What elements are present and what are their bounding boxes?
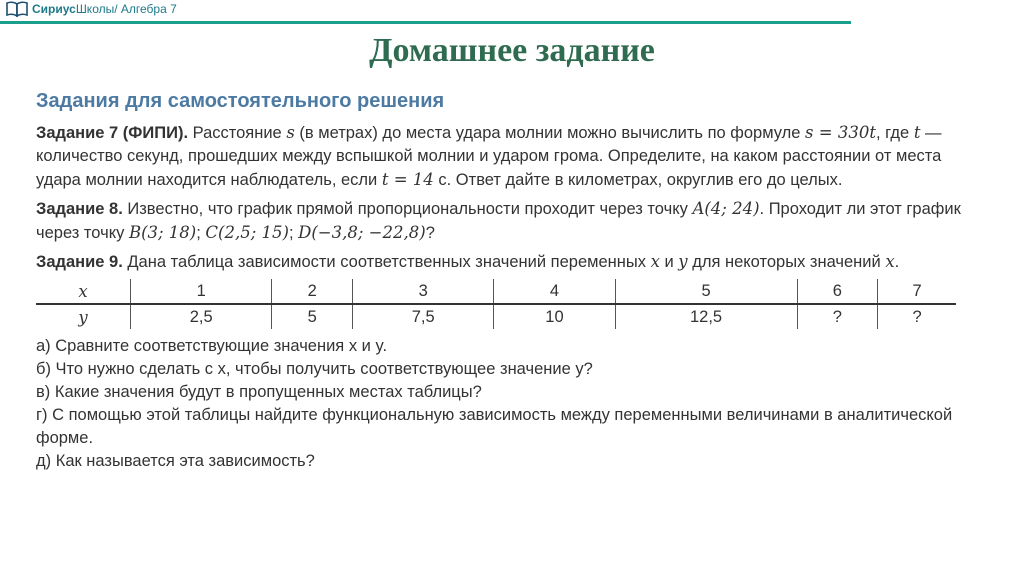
point-b: B(3; 18)	[128, 223, 197, 242]
task-9-label: Задание 9.	[36, 253, 123, 271]
separator: ;	[196, 224, 206, 242]
task-8-label: Задание 8.	[36, 200, 123, 218]
task-9	[36, 250, 976, 274]
var-x: x	[885, 252, 895, 271]
table-cell: 4	[494, 279, 615, 304]
task-8	[36, 197, 976, 245]
var-s: s	[286, 123, 295, 142]
table-cell: 7,5	[352, 304, 493, 329]
question-list	[36, 335, 976, 473]
table-cell: 12,5	[615, 304, 797, 329]
task-9-text: для некоторых значений	[687, 253, 886, 271]
question-d: д) Как называется эта зависимость?	[36, 452, 315, 470]
table-cell: 7	[878, 279, 956, 304]
table-cell: 2,5	[131, 304, 272, 329]
task-8-text: Известно, что график прямой пропорциональности проходит через точку	[122, 200, 693, 218]
var-x: x	[650, 252, 660, 271]
question-v: в) Какие значения будут в пропущенных местах таблицы?	[36, 383, 482, 401]
table-cell: 5	[272, 304, 353, 329]
table-cell: ?	[797, 304, 878, 329]
task-7-text: — количество секунд, прошедших между вспышкой молнии и ударом грома. Определите, на каком расстоянии от места удара молнии находится наблюдатель, если	[36, 124, 942, 189]
table-cell: 1	[131, 279, 272, 304]
task-7-text: с. Ответ дайте в километрах, округлив его до целых.	[433, 171, 843, 189]
row-header-y: y	[78, 307, 88, 327]
table-cell: 10	[494, 304, 615, 329]
course-logo	[5, 1, 177, 17]
var-t: t	[913, 123, 921, 142]
section-heading: Задания для самостоятельного решения	[36, 90, 445, 112]
table-row-y	[36, 304, 956, 329]
question-g: г) С помощью этой таблицы найдите функциональную зависимость между переменными величинами в аналитической форме.	[36, 406, 953, 447]
point-a: A(4; 24)	[692, 199, 760, 218]
course-name: / Алгебра 7	[114, 2, 177, 16]
table-cell: 2	[272, 279, 353, 304]
separator: ;	[288, 224, 299, 242]
table-cell: ?	[878, 304, 956, 329]
table-cell: 6	[797, 279, 878, 304]
point-c: C(2,5; 15)	[205, 223, 289, 242]
var-y: y	[678, 252, 688, 271]
open-book-icon	[5, 1, 29, 17]
table-cell: 5	[615, 279, 797, 304]
task-7-text: , где	[875, 124, 914, 142]
task-9-text: Дана таблица зависимости соответственных значений переменных	[122, 253, 651, 271]
task-9-text: .	[894, 253, 900, 271]
question-a: а) Сравните соответствующие значения x и y.	[36, 337, 388, 355]
task-8-text: ?	[425, 224, 435, 242]
slide-title: Домашнее задание	[369, 32, 655, 69]
brand-sub: Школы	[75, 2, 115, 16]
slide-header	[0, 0, 1024, 30]
task-7	[36, 121, 976, 192]
header-divider	[0, 21, 851, 24]
table-row-x	[36, 279, 956, 304]
task-9-text: и	[659, 253, 679, 271]
question-b: б) Что нужно сделать с x, чтобы получить соответствующее значение y?	[36, 360, 593, 378]
task-7-text: Расстояние	[188, 124, 287, 142]
task-8-text: . Проходит ли этот график через точку	[36, 200, 961, 242]
slide-content	[36, 90, 976, 473]
values-table	[36, 279, 956, 329]
brand-main: Сириус	[32, 2, 76, 16]
table-cell: 3	[352, 279, 493, 304]
distance-formula: s = 330t	[805, 123, 876, 142]
point-d: D(−3,8; −22,8)	[298, 223, 426, 242]
task-7-text: (в метрах) до места удара молнии можно вычислить по формуле	[294, 124, 806, 142]
task-7-label: Задание 7 (ФИПИ).	[36, 124, 189, 142]
row-header-x: x	[36, 279, 131, 304]
brand-name	[32, 2, 177, 16]
time-condition: t = 14	[381, 170, 434, 189]
